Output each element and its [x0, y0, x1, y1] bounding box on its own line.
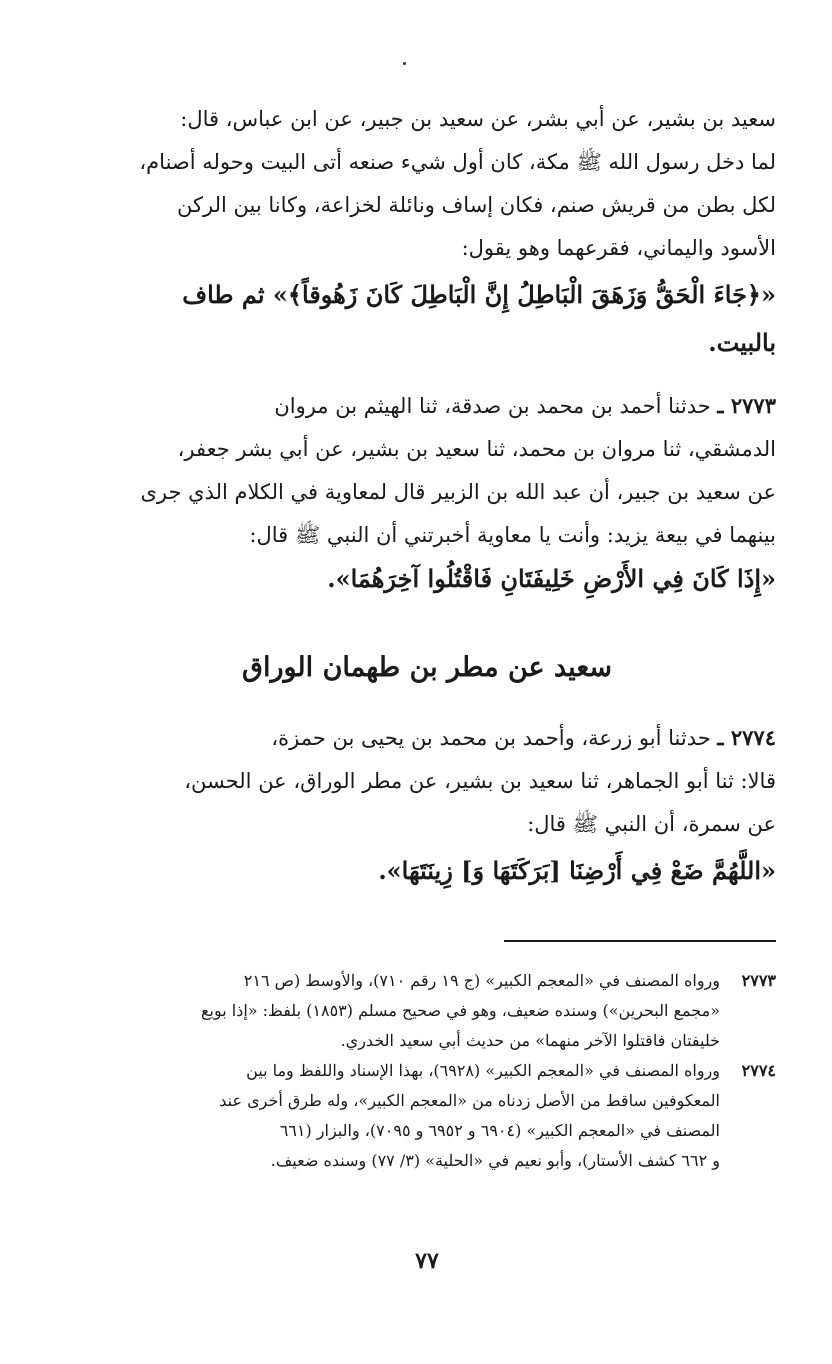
hadith-2774 — [78, 716, 776, 896]
text-line: قالا: ثنا أبو الجماهر، ثنا سعيد بن بشير، عن مطر الوراق، عن الحسن، — [184, 769, 776, 793]
continuation-paragraph — [78, 98, 776, 366]
text-line: عن سمرة، أن النبي ﷺ قال: — [527, 812, 776, 836]
text-line: سعيد بن بشير، عن أبي بشر، عن سعيد بن جبير، عن ابن عباس، قال: — [180, 107, 776, 131]
footnote-number: ٢٧٧٤ — [741, 1061, 776, 1080]
decorative-dot — [403, 62, 406, 65]
text-line: لما دخل رسول الله ﷺ مكة، كان أول شيء صنعه أتى البيت وحوله أصنام، — [139, 150, 776, 174]
footnote-line: و ٦٦٢ كشف الأستار)، وأبو نعيم في «الحلية» (٣/ ٧٧) وسنده ضعيف. — [270, 1151, 720, 1170]
footnote-number: ٢٧٧٣ — [741, 971, 776, 990]
hadith-quote: «إِذَا كَانَ فِي الأَرْضِ خَلِيفَتَانِ فَاقْتُلُوا آخِرَهُمَا». — [327, 564, 776, 593]
footnote-2774 — [78, 1056, 776, 1176]
footnote-line: المعكوفين ساقط من الأصل زدناه من «المعجم الكبير»، وله طرق أخرى عند — [219, 1091, 720, 1110]
footnote-separator — [504, 940, 776, 942]
book-page — [78, 0, 776, 1364]
hadith-text: حدثنا أحمد بن محمد بن صدقة، ثنا الهيثم بن مروان — [274, 394, 711, 418]
hadith-quote: «اللَّهُمَّ ضَعْ فِي أَرْضِنَا [بَرَكَتَهَا وَ] زِينَتَهَا». — [378, 856, 776, 885]
hadith-first-line — [78, 716, 776, 760]
hadith-number: ٢٧٧٤ ـ — [717, 725, 776, 750]
footnote-body — [78, 966, 720, 1056]
quote-tail: بالبيت. — [708, 328, 776, 357]
footnote-2773 — [78, 966, 776, 1056]
text-line: الدمشقي، ثنا مروان بن محمد، ثنا سعيد بن بشير، عن أبي بشر جعفر، — [177, 437, 776, 461]
text-line: لكل بطن من قريش صنم، فكان إساف ونائلة لخزاعة، وكانا بين الركن — [177, 193, 776, 217]
hadith-number: ٢٧٧٣ ـ — [717, 393, 776, 418]
footnote-line: «مجمع البحرين») وسنده ضعيف، وهو في صحيح مسلم (١٨٥٣) بلفظ: «إذا بويع — [200, 1001, 720, 1020]
footnotes — [78, 966, 776, 1176]
hadith-first-line — [78, 384, 776, 428]
quran-quote-line: «﴿جَاءَ الْحَقُّ وَزَهَقَ الْبَاطِلُ إِنَّ الْبَاطِلَ كَانَ زَهُوقاً﴾» ثم طاف — [182, 280, 776, 309]
footnote-line: خليفتان فاقتلوا الآخر منهما» من حديث أبي سعيد الخدري. — [340, 1031, 720, 1050]
hadith-text: حدثنا أبو زرعة، وأحمد بن محمد بن يحيى بن حمزة، — [271, 726, 711, 750]
section-heading: سعيد عن مطر بن طهمان الوراق — [242, 652, 612, 683]
page-number: ٧٧ — [415, 1248, 439, 1274]
text-line: الأسود واليماني، فقرعهما وهو يقول: — [461, 236, 776, 260]
footnote-line: ورواه المصنف في «المعجم الكبير» (٦٩٢٨)، بهذا الإسناد واللفظ وما بين — [246, 1061, 720, 1080]
text-line: عن سعيد بن جبير، أن عبد الله بن الزبير قال لمعاوية في الكلام الذي جرى — [140, 480, 776, 504]
text-line: بينهما في بيعة يزيد: وأنت يا معاوية أخبرتني أن النبي ﷺ قال: — [249, 523, 776, 547]
footnote-line: المصنف في «المعجم الكبير» (٦٩٠٤ و ٦٩٥٢ و ٧٠٩٥)، والبزار (٦٦١ — [279, 1121, 720, 1140]
hadith-2773 — [78, 384, 776, 601]
footnote-body — [78, 1056, 720, 1176]
footnote-line: ورواه المصنف في «المعجم الكبير» (ج ١٩ رقم ٧١٠)، والأوسط (ص ٢١٦ — [243, 971, 720, 990]
